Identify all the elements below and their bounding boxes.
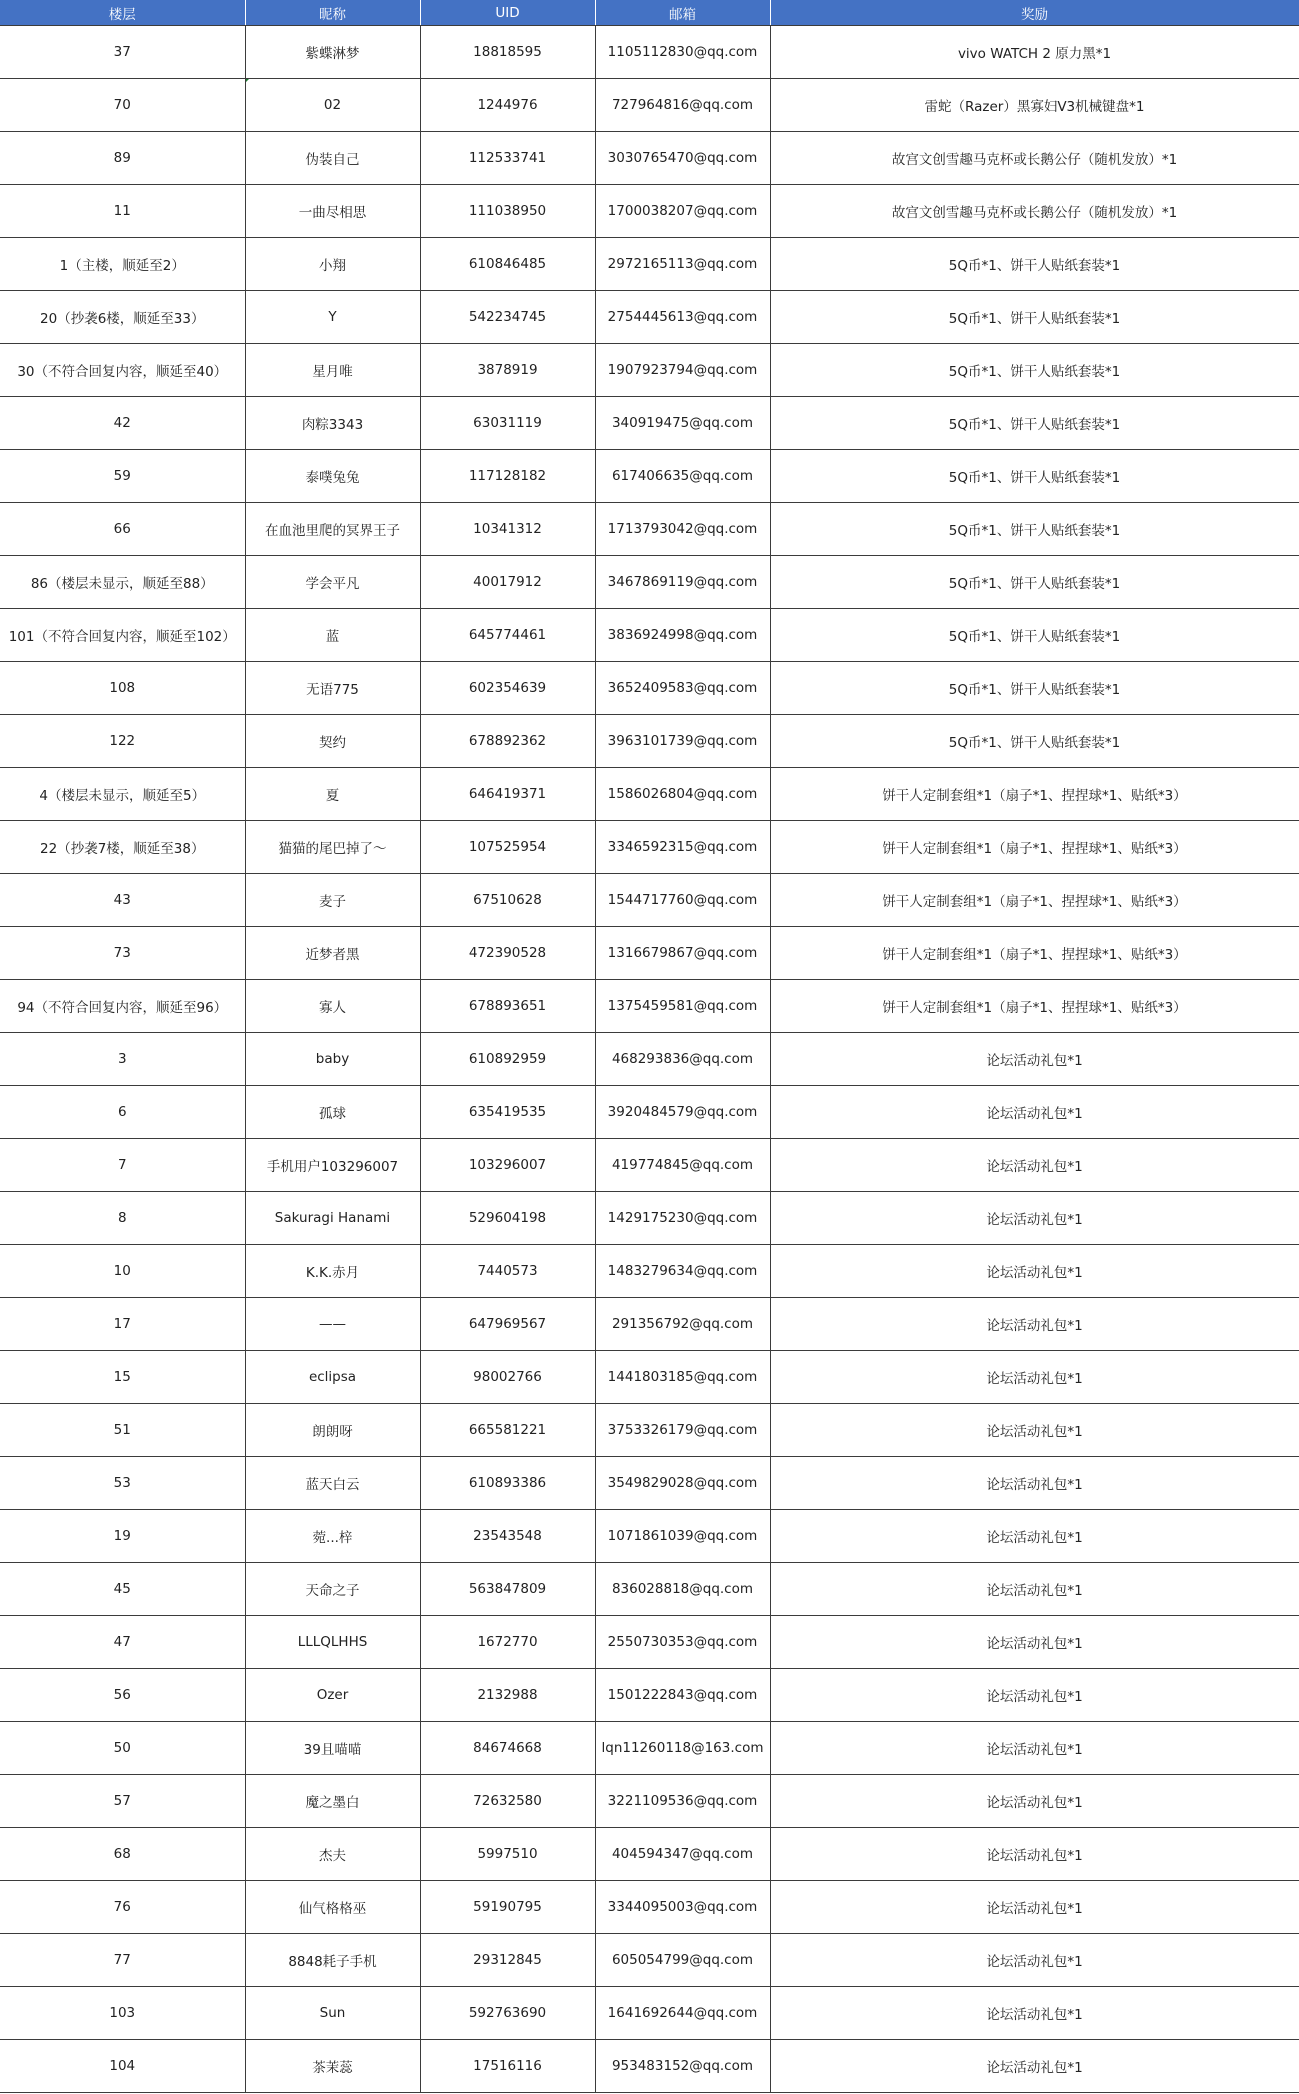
table-row <box>0 26 1299 79</box>
table-row <box>0 1086 1299 1139</box>
cell-nickname: 8848耗子手机 <box>245 1934 420 1987</box>
table-row <box>0 1616 1299 1669</box>
cell-uid: 5997510 <box>420 1828 595 1881</box>
cell-floor: 59 <box>0 450 245 503</box>
table-row <box>0 662 1299 715</box>
cell-reward: 故宫文创雪趣马克杯或长鹅公仔（随机发放）*1 <box>770 185 1299 238</box>
cell-email: 3652409583@qq.com <box>595 662 770 715</box>
cell-reward: 饼干人定制套组*1（扇子*1、捏捏球*1、贴纸*3） <box>770 874 1299 927</box>
cell-floor: 17 <box>0 1298 245 1351</box>
table-row <box>0 1828 1299 1881</box>
cell-reward: 5Q币*1、饼干人贴纸套装*1 <box>770 715 1299 768</box>
cell-nickname: 孤球 <box>245 1086 420 1139</box>
cell-uid: 665581221 <box>420 1404 595 1457</box>
cell-reward: 论坛活动礼包*1 <box>770 1934 1299 1987</box>
cell-floor: 122 <box>0 715 245 768</box>
cell-nickname: 魔之墨白 <box>245 1775 420 1828</box>
cell-floor: 15 <box>0 1351 245 1404</box>
cell-uid: 10341312 <box>420 503 595 556</box>
cell-floor: 22（抄袭7楼，顺延至38） <box>0 821 245 874</box>
cell-reward: 论坛活动礼包*1 <box>770 1563 1299 1616</box>
cell-reward: 5Q币*1、饼干人贴纸套装*1 <box>770 291 1299 344</box>
cell-email: 1501222843@qq.com <box>595 1669 770 1722</box>
cell-uid: 635419535 <box>420 1086 595 1139</box>
cell-floor: 57 <box>0 1775 245 1828</box>
table-row <box>0 79 1299 132</box>
cell-nickname: 伪装自己 <box>245 132 420 185</box>
table-row <box>0 1775 1299 1828</box>
cell-uid: 472390528 <box>420 927 595 980</box>
cell-nickname: Ozer <box>245 1669 420 1722</box>
cell-reward: 5Q币*1、饼干人贴纸套装*1 <box>770 662 1299 715</box>
cell-reward: 论坛活动礼包*1 <box>770 1881 1299 1934</box>
table-row <box>0 344 1299 397</box>
cell-email: 1316679867@qq.com <box>595 927 770 980</box>
table-row <box>0 821 1299 874</box>
cell-nickname: 在血池里爬的冥界王子 <box>245 503 420 556</box>
cell-uid: 67510628 <box>420 874 595 927</box>
cell-floor: 108 <box>0 662 245 715</box>
cell-email: 1441803185@qq.com <box>595 1351 770 1404</box>
cell-floor: 68 <box>0 1828 245 1881</box>
table-row <box>0 1563 1299 1616</box>
cell-email: lqn11260118@163.com <box>595 1722 770 1775</box>
cell-nickname: 麦子 <box>245 874 420 927</box>
cell-nickname: 朗朗呀 <box>245 1404 420 1457</box>
cell-floor: 77 <box>0 1934 245 1987</box>
cell-reward: 5Q币*1、饼干人贴纸套装*1 <box>770 503 1299 556</box>
table-row <box>0 1298 1299 1351</box>
cell-uid: 72632580 <box>420 1775 595 1828</box>
table-row <box>0 397 1299 450</box>
cell-email: 3467869119@qq.com <box>595 556 770 609</box>
cell-email: 953483152@qq.com <box>595 2040 770 2093</box>
table-row <box>0 1987 1299 2040</box>
cell-reward: 论坛活动礼包*1 <box>770 1351 1299 1404</box>
table-row <box>0 503 1299 556</box>
cell-reward: 论坛活动礼包*1 <box>770 1510 1299 1563</box>
table-row <box>0 980 1299 1033</box>
cell-email: 291356792@qq.com <box>595 1298 770 1351</box>
cell-email: 617406635@qq.com <box>595 450 770 503</box>
cell-uid: 592763690 <box>420 1987 595 2040</box>
cell-reward: 5Q币*1、饼干人贴纸套装*1 <box>770 556 1299 609</box>
cell-nickname: 肉粽3343 <box>245 397 420 450</box>
table-row <box>0 874 1299 927</box>
cell-reward: 论坛活动礼包*1 <box>770 1669 1299 1722</box>
cell-reward: 饼干人定制套组*1（扇子*1、捏捏球*1、贴纸*3） <box>770 980 1299 1033</box>
header-row <box>0 0 1299 26</box>
cell-email: 1907923794@qq.com <box>595 344 770 397</box>
cell-email: 2550730353@qq.com <box>595 1616 770 1669</box>
cell-uid: 63031119 <box>420 397 595 450</box>
cell-uid: 645774461 <box>420 609 595 662</box>
cell-floor: 19 <box>0 1510 245 1563</box>
cell-uid: 3878919 <box>420 344 595 397</box>
cell-email: 340919475@qq.com <box>595 397 770 450</box>
cell-uid: 647969567 <box>420 1298 595 1351</box>
cell-reward: 论坛活动礼包*1 <box>770 1086 1299 1139</box>
cell-reward: 论坛活动礼包*1 <box>770 1404 1299 1457</box>
cell-email: 1105112830@qq.com <box>595 26 770 79</box>
cell-uid: 117128182 <box>420 450 595 503</box>
table-row <box>0 291 1299 344</box>
cell-nickname: 杰夫 <box>245 1828 420 1881</box>
table-row <box>0 715 1299 768</box>
table-row <box>0 768 1299 821</box>
header-email: 邮箱 <box>595 0 770 26</box>
cell-nickname: 契约 <box>245 715 420 768</box>
cell-email: 3344095003@qq.com <box>595 1881 770 1934</box>
cell-reward: 5Q币*1、饼干人贴纸套装*1 <box>770 609 1299 662</box>
cell-reward: 论坛活动礼包*1 <box>770 1457 1299 1510</box>
cell-floor: 10 <box>0 1245 245 1298</box>
cell-uid: 678892362 <box>420 715 595 768</box>
cell-email: 3836924998@qq.com <box>595 609 770 662</box>
header-uid: UID <box>420 0 595 26</box>
cell-reward: 5Q币*1、饼干人贴纸套装*1 <box>770 238 1299 291</box>
cell-nickname: K.K.赤月 <box>245 1245 420 1298</box>
cell-reward: 5Q币*1、饼干人贴纸套装*1 <box>770 450 1299 503</box>
cell-floor: 11 <box>0 185 245 238</box>
cell-email: 3753326179@qq.com <box>595 1404 770 1457</box>
cell-uid: 610892959 <box>420 1033 595 1086</box>
table-row <box>0 1351 1299 1404</box>
cell-email: 836028818@qq.com <box>595 1563 770 1616</box>
cell-reward: 论坛活动礼包*1 <box>770 1033 1299 1086</box>
cell-uid: 112533741 <box>420 132 595 185</box>
cell-nickname: eclipsa <box>245 1351 420 1404</box>
cell-floor: 53 <box>0 1457 245 1510</box>
cell-uid: 1672770 <box>420 1616 595 1669</box>
cell-email: 3346592315@qq.com <box>595 821 770 874</box>
table-row <box>0 2040 1299 2093</box>
cell-nickname: 猫猫的尾巴掉了～ <box>245 821 420 874</box>
cell-email: 3920484579@qq.com <box>595 1086 770 1139</box>
cell-reward: 论坛活动礼包*1 <box>770 1775 1299 1828</box>
cell-nickname: 手机用户103296007 <box>245 1139 420 1192</box>
cell-floor: 51 <box>0 1404 245 1457</box>
cell-floor: 94（不符合回复内容，顺延至96） <box>0 980 245 1033</box>
cell-email: 1544717760@qq.com <box>595 874 770 927</box>
cell-uid: 59190795 <box>420 1881 595 1934</box>
cell-uid: 7440573 <box>420 1245 595 1298</box>
cell-floor: 20（抄袭6楼，顺延至33） <box>0 291 245 344</box>
table-row <box>0 1192 1299 1245</box>
cell-floor: 8 <box>0 1192 245 1245</box>
cell-uid: 29312845 <box>420 1934 595 1987</box>
cell-reward: 论坛活动礼包*1 <box>770 2040 1299 2093</box>
cell-email: 727964816@qq.com <box>595 79 770 132</box>
cell-floor: 45 <box>0 1563 245 1616</box>
cell-uid: 2132988 <box>420 1669 595 1722</box>
cell-floor: 86（楼层未显示，顺延至88） <box>0 556 245 609</box>
cell-reward: 论坛活动礼包*1 <box>770 1987 1299 2040</box>
cell-email: 1641692644@qq.com <box>595 1987 770 2040</box>
cell-uid: 40017912 <box>420 556 595 609</box>
cell-floor: 42 <box>0 397 245 450</box>
cell-email: 1713793042@qq.com <box>595 503 770 556</box>
cell-uid: 23543548 <box>420 1510 595 1563</box>
cell-nickname: Sakuragi Hanami <box>245 1192 420 1245</box>
cell-reward: 论坛活动礼包*1 <box>770 1722 1299 1775</box>
cell-nickname: 02 <box>245 79 420 132</box>
cell-nickname: 泰噗兔兔 <box>245 450 420 503</box>
table-row <box>0 1722 1299 1775</box>
cell-floor: 70 <box>0 79 245 132</box>
cell-email: 404594347@qq.com <box>595 1828 770 1881</box>
table-row <box>0 556 1299 609</box>
cell-reward: 饼干人定制套组*1（扇子*1、捏捏球*1、贴纸*3） <box>770 768 1299 821</box>
cell-nickname: 仙气格格巫 <box>245 1881 420 1934</box>
table-row <box>0 1934 1299 1987</box>
cell-nickname: 蓝天白云 <box>245 1457 420 1510</box>
cell-nickname: —— <box>245 1298 420 1351</box>
cell-email: 1586026804@qq.com <box>595 768 770 821</box>
header-nickname: 昵称 <box>245 0 420 26</box>
cell-floor: 4（楼层未显示，顺延至5） <box>0 768 245 821</box>
cell-uid: 602354639 <box>420 662 595 715</box>
table-row <box>0 927 1299 980</box>
cell-uid: 646419371 <box>420 768 595 821</box>
cell-reward: 饼干人定制套组*1（扇子*1、捏捏球*1、贴纸*3） <box>770 927 1299 980</box>
cell-floor: 6 <box>0 1086 245 1139</box>
cell-reward: 5Q币*1、饼干人贴纸套装*1 <box>770 344 1299 397</box>
cell-uid: 542234745 <box>420 291 595 344</box>
cell-floor: 7 <box>0 1139 245 1192</box>
cell-email: 3963101739@qq.com <box>595 715 770 768</box>
cell-nickname: 菀...梓 <box>245 1510 420 1563</box>
table-row <box>0 238 1299 291</box>
cell-nickname: 学会平凡 <box>245 556 420 609</box>
cell-reward: 5Q币*1、饼干人贴纸套装*1 <box>770 397 1299 450</box>
cell-floor: 76 <box>0 1881 245 1934</box>
cell-email: 468293836@qq.com <box>595 1033 770 1086</box>
cell-uid: 98002766 <box>420 1351 595 1404</box>
table-row <box>0 132 1299 185</box>
cell-nickname: Sun <box>245 1987 420 2040</box>
cell-nickname: 无语775 <box>245 662 420 715</box>
cell-uid: 610893386 <box>420 1457 595 1510</box>
cell-uid: 17516116 <box>420 2040 595 2093</box>
cell-nickname: 星月唯 <box>245 344 420 397</box>
cell-email: 605054799@qq.com <box>595 1934 770 1987</box>
cell-floor: 101（不符合回复内容，顺延至102） <box>0 609 245 662</box>
cell-floor: 3 <box>0 1033 245 1086</box>
cell-reward: 论坛活动礼包*1 <box>770 1245 1299 1298</box>
cell-floor: 37 <box>0 26 245 79</box>
cell-nickname: 夏 <box>245 768 420 821</box>
cell-uid: 84674668 <box>420 1722 595 1775</box>
table-row <box>0 1510 1299 1563</box>
cell-reward: 论坛活动礼包*1 <box>770 1828 1299 1881</box>
cell-reward: 论坛活动礼包*1 <box>770 1192 1299 1245</box>
cell-reward: 饼干人定制套组*1（扇子*1、捏捏球*1、贴纸*3） <box>770 821 1299 874</box>
cell-reward: 论坛活动礼包*1 <box>770 1139 1299 1192</box>
cell-floor: 103 <box>0 1987 245 2040</box>
cell-reward: vivo WATCH 2 原力黑*1 <box>770 26 1299 79</box>
cell-email: 419774845@qq.com <box>595 1139 770 1192</box>
cell-email: 2972165113@qq.com <box>595 238 770 291</box>
cell-nickname: 寡人 <box>245 980 420 1033</box>
cell-nickname: 近梦者黑 <box>245 927 420 980</box>
table-row <box>0 1404 1299 1457</box>
table-row <box>0 1669 1299 1722</box>
cell-nickname: 蓝 <box>245 609 420 662</box>
cell-email: 1429175230@qq.com <box>595 1192 770 1245</box>
cell-nickname: 茶茉蕊 <box>245 2040 420 2093</box>
table-body <box>0 26 1299 2093</box>
cell-uid: 103296007 <box>420 1139 595 1192</box>
cell-floor: 66 <box>0 503 245 556</box>
cell-uid: 529604198 <box>420 1192 595 1245</box>
table-row <box>0 1457 1299 1510</box>
cell-email: 1483279634@qq.com <box>595 1245 770 1298</box>
cell-floor: 30（不符合回复内容，顺延至40） <box>0 344 245 397</box>
cell-reward: 故宫文创雪趣马克杯或长鹅公仔（随机发放）*1 <box>770 132 1299 185</box>
cell-uid: 1244976 <box>420 79 595 132</box>
cell-uid: 678893651 <box>420 980 595 1033</box>
cell-email: 1700038207@qq.com <box>595 185 770 238</box>
cell-floor: 47 <box>0 1616 245 1669</box>
cell-email: 1071861039@qq.com <box>595 1510 770 1563</box>
cell-reward: 雷蛇（Razer）黑寡妇V3机械键盘*1 <box>770 79 1299 132</box>
cell-uid: 18818595 <box>420 26 595 79</box>
cell-floor: 1（主楼，顺延至2） <box>0 238 245 291</box>
table-row <box>0 609 1299 662</box>
cell-uid: 111038950 <box>420 185 595 238</box>
cell-floor: 50 <box>0 1722 245 1775</box>
cell-nickname: 39且喵喵 <box>245 1722 420 1775</box>
cell-nickname: Y <box>245 291 420 344</box>
cell-email: 2754445613@qq.com <box>595 291 770 344</box>
header-reward: 奖励 <box>770 0 1299 26</box>
cell-floor: 73 <box>0 927 245 980</box>
cell-uid: 610846485 <box>420 238 595 291</box>
cell-floor: 43 <box>0 874 245 927</box>
cell-nickname: 紫蝶淋梦 <box>245 26 420 79</box>
cell-uid: 563847809 <box>420 1563 595 1616</box>
cell-reward: 论坛活动礼包*1 <box>770 1298 1299 1351</box>
table-row <box>0 185 1299 238</box>
cell-email: 3030765470@qq.com <box>595 132 770 185</box>
table-row <box>0 1033 1299 1086</box>
cell-nickname: LLLQLHHS <box>245 1616 420 1669</box>
header-floor: 楼层 <box>0 0 245 26</box>
cell-uid: 107525954 <box>420 821 595 874</box>
table-row <box>0 1139 1299 1192</box>
cell-nickname: baby <box>245 1033 420 1086</box>
cell-nickname: 一曲尽相思 <box>245 185 420 238</box>
cell-floor: 56 <box>0 1669 245 1722</box>
table-row <box>0 1245 1299 1298</box>
cell-floor: 104 <box>0 2040 245 2093</box>
cell-email: 1375459581@qq.com <box>595 980 770 1033</box>
table-row <box>0 450 1299 503</box>
cell-reward: 论坛活动礼包*1 <box>770 1616 1299 1669</box>
cell-floor: 89 <box>0 132 245 185</box>
cell-email: 3549829028@qq.com <box>595 1457 770 1510</box>
cell-email: 3221109536@qq.com <box>595 1775 770 1828</box>
cell-nickname: 天命之子 <box>245 1563 420 1616</box>
table-row <box>0 1881 1299 1934</box>
cell-nickname: 小翔 <box>245 238 420 291</box>
